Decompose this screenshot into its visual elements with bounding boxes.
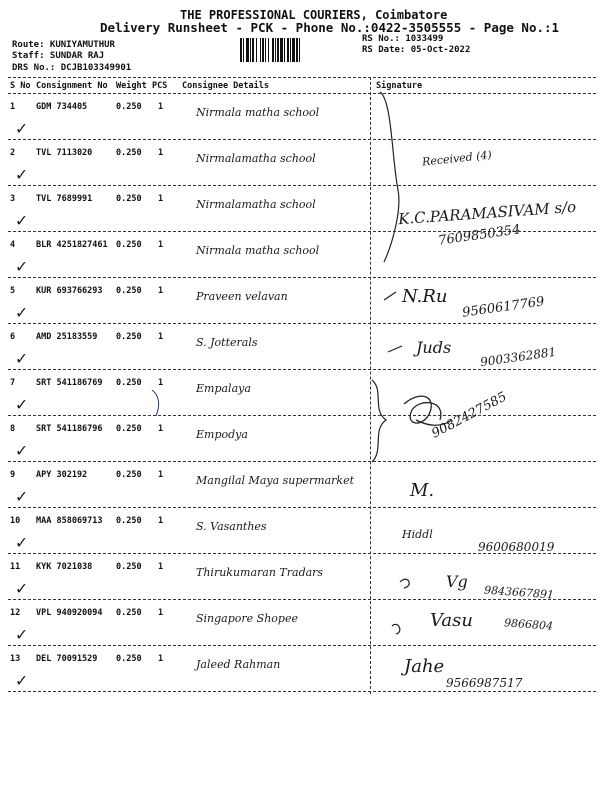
row-check-mark: ✓	[16, 302, 27, 323]
row-sno: 8	[10, 424, 16, 434]
runsheet-title: THE PROFESSIONAL COURIERS, Coimbatore	[180, 8, 448, 22]
row-pcs: 1	[158, 470, 164, 480]
row-pcs: 1	[158, 608, 164, 618]
row-consignee: Empodya	[196, 428, 248, 441]
col-header-signature: Signature	[376, 81, 423, 91]
route-label: Route: KUNIYAMUTHUR	[12, 40, 115, 50]
row-sno: 10	[10, 516, 21, 526]
row11-mark	[400, 579, 409, 588]
row-sno: 13	[10, 654, 21, 664]
row-weight: 0.250	[116, 608, 142, 618]
col-header-consignee: Consignee Details	[182, 81, 269, 91]
received-note: Received (4)	[421, 148, 493, 169]
row-weight: 0.250	[116, 424, 142, 434]
row-pcs: 1	[158, 516, 164, 526]
kc-phone: 7609850354	[437, 222, 522, 249]
row-check-mark: ✓	[16, 670, 27, 691]
col-header-weight: Weight	[116, 81, 147, 91]
row-pcs: 1	[158, 194, 164, 204]
row-weight: 0.250	[116, 148, 142, 158]
row-consignee: Mangilal Maya supermarket	[196, 474, 355, 487]
staff-label: Staff: SUNDAR RAJ	[12, 51, 105, 61]
row-check-mark: ✓	[16, 394, 27, 415]
col-header-sno: S No	[10, 81, 31, 91]
row-check-mark: ✓	[16, 578, 27, 599]
row-pcs: 1	[158, 286, 164, 296]
row-sno: 2	[10, 148, 16, 158]
row-weight: 0.250	[116, 470, 142, 480]
row-consignee: S. Jotterals	[196, 336, 258, 349]
row-pcs: 1	[158, 562, 164, 572]
row-consignment-no: SRT 541186796	[36, 424, 103, 434]
row-consignment-no: VPL 940920094	[36, 608, 103, 618]
bracket-rows-1-4	[380, 92, 399, 262]
row-weight: 0.250	[116, 240, 142, 250]
row-check-mark: ✓	[16, 532, 27, 553]
row-weight: 0.250	[116, 378, 142, 388]
row-consignment-no: AMD 25183559	[36, 332, 98, 342]
row-pcs: 1	[158, 148, 164, 158]
row-weight: 0.250	[116, 654, 142, 664]
row-check-mark: ✓	[16, 624, 27, 645]
row-consignee: Singapore Shopee	[196, 612, 298, 625]
row-consignee: Nirmalamatha school	[196, 198, 316, 211]
row-consignee: Jaleed Rahman	[196, 658, 281, 671]
col-header-pcs: PCS	[152, 81, 168, 91]
row5-signature: N.Ru	[402, 286, 448, 307]
row-check-mark: ✓	[16, 348, 27, 369]
row-consignee: Empalaya	[196, 382, 251, 395]
row-weight: 0.250	[116, 332, 142, 342]
row-pcs: 1	[158, 424, 164, 434]
drs-number: DRS No.: DCJB103349901	[12, 63, 132, 73]
row-consignment-no: TVL 7113020	[36, 148, 93, 158]
row6-signature: Juds	[416, 338, 452, 357]
col-header-consignment: Consignment No	[36, 81, 108, 91]
row10-phone: 9600680019	[478, 540, 555, 554]
row6-mark	[388, 346, 402, 352]
row-consignee: S. Vasanthes	[196, 520, 267, 533]
kc-signature: K.C.PARAMASIVAM s/o	[397, 197, 577, 229]
row-sno: 9	[10, 470, 16, 480]
row11-phone: 9843667891	[483, 583, 555, 602]
row-consignee: Nirmala matha school	[196, 244, 320, 257]
row9-signature: M.	[410, 480, 435, 501]
row-consignment-no: KYK 7021038	[36, 562, 93, 572]
row10-signature: Hiddl	[402, 528, 433, 541]
row-consignment-no: APY 302192	[36, 470, 88, 480]
row-check-mark: ✓	[16, 164, 27, 185]
runsheet-subtitle: Delivery Runsheet - PCK - Phone No.:0422-3505555 - Page No.:1	[100, 20, 560, 35]
row-pcs: 1	[158, 102, 164, 112]
row13-phone: 9566987517	[446, 676, 523, 690]
bracket-rows-7-8	[372, 380, 386, 462]
row-consignee: Nirmalamatha school	[196, 152, 316, 165]
row-sno: 11	[10, 562, 21, 572]
row-pcs: 1	[158, 240, 164, 250]
row-consignee: Praveen velavan	[196, 290, 288, 303]
row-check-mark: ✓	[16, 118, 27, 139]
row-weight: 0.250	[116, 516, 142, 526]
row-pcs: 1	[158, 378, 164, 388]
row-sno: 1	[10, 102, 16, 112]
row-weight: 0.250	[116, 286, 142, 296]
row-consignment-no: BLR 4251827461	[36, 240, 108, 250]
row-sno: 6	[10, 332, 16, 342]
row12-signature: Vasu	[430, 610, 473, 631]
row11-signature: Vg	[446, 572, 468, 591]
row6-phone: 9003362881	[479, 344, 557, 370]
rs-number: RS No.: 1033499	[362, 34, 444, 44]
row-consignment-no: DEL 70091529	[36, 654, 98, 664]
row5-phone: 9560617769	[461, 294, 546, 321]
rs-date: RS Date: 05-Oct-2022	[362, 45, 471, 55]
row-check-mark: ✓	[16, 486, 27, 507]
row-weight: 0.250	[116, 562, 142, 572]
row-consignment-no: GDM 734405	[36, 102, 88, 112]
row-weight: 0.250	[116, 194, 142, 204]
row-pcs: 1	[158, 332, 164, 342]
row-consignment-no: KUR 693766293	[36, 286, 103, 296]
row-check-mark: ✓	[16, 256, 27, 277]
row-consignee: Nirmala matha school	[196, 106, 320, 119]
row-weight: 0.250	[116, 102, 142, 112]
row12-phone: 9866804	[503, 616, 554, 633]
row-consignee: Thirukumaran Tradars	[196, 566, 324, 579]
row-check-mark: ✓	[16, 210, 27, 231]
row13-signature: Jahe	[404, 656, 445, 677]
row-consignment-no: TVL 7689991	[36, 194, 93, 204]
row-sno: 3	[10, 194, 16, 204]
row-consignment-no: MAA 858069713	[36, 516, 103, 526]
row-sno: 7	[10, 378, 16, 388]
row-sno: 4	[10, 240, 16, 250]
row12-mark	[392, 624, 400, 634]
row-pcs: 1	[158, 654, 164, 664]
row-consignment-no: SRT 541186769	[36, 378, 103, 388]
row7-8-phone: 9082427585	[429, 389, 510, 442]
row-sno: 12	[10, 608, 21, 618]
row5-mark	[384, 292, 396, 300]
row-sno: 5	[10, 286, 16, 296]
row7-pen-mark	[152, 390, 159, 416]
row-check-mark: ✓	[16, 440, 27, 461]
row7-8-scribble-signature	[404, 396, 452, 425]
